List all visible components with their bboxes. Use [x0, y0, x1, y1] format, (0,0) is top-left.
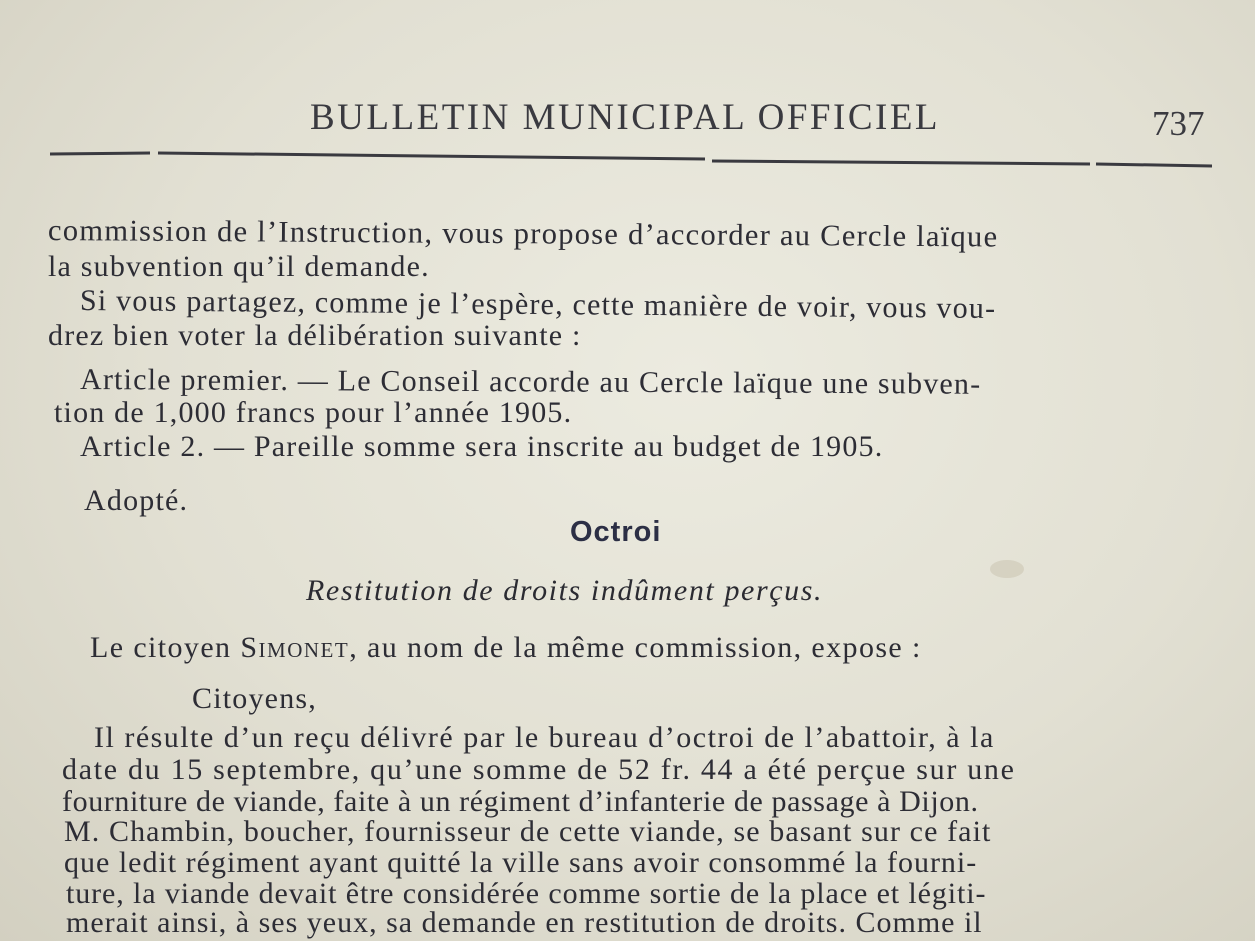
- text-line: Article premier. — Le Conseil accorde au Cercle laïque une subven-: [79, 363, 982, 401]
- text-line: drez bien voter la délibération suivante :: [48, 319, 582, 352]
- intro-text: Le citoyen: [90, 631, 232, 664]
- text-line: M. Chambin, boucher, fournisseur de cette viande, se basant sur ce fait: [64, 815, 992, 848]
- text-line: que ledit régiment ayant quitté la ville sans avoir consommé la fourni-: [64, 846, 978, 879]
- text-line: fourniture de viande, faite à un régiment d’infanterie de passage à Dijon.: [62, 785, 979, 818]
- text-line: Il résulte d’un reçu délivré par le bureau d’octroi de l’abattoir, à la: [94, 721, 995, 754]
- section-title: Octroi: [570, 516, 662, 548]
- text-line: commission de l’Instruction, vous propose d’accorder au Cercle laïque: [47, 214, 999, 254]
- paper-stain: [990, 560, 1024, 578]
- text-line: merait ainsi, à ses yeux, sa demande en restitution de droits. Comme il: [66, 906, 983, 939]
- bulletin-header-title: BULLETIN MUNICIPAL OFFICIEL: [310, 97, 941, 138]
- page-number: 737: [1152, 104, 1205, 143]
- text-line: date du 15 septembre, qu’une somme de 52 fr. 44 a été perçue sur une: [62, 753, 1016, 786]
- text-line: tion de 1,000 francs pour l’année 1905.: [54, 396, 573, 429]
- text-line: Citoyens,: [192, 682, 317, 715]
- section-subtitle: Restitution de droits indûment perçus.: [306, 574, 824, 607]
- text-line: [90, 631, 922, 665]
- text-line: Article 2. — Pareille somme sera inscrite au budget de 1905.: [80, 430, 884, 463]
- text-line: Si vous partagez, comme je l’espère, cette manière de voir, vous vou-: [79, 284, 997, 325]
- intro-text: , au nom de la même commission, expose :: [349, 631, 922, 664]
- speaker-name: Simonet: [240, 631, 350, 664]
- header-rule: [50, 150, 1212, 170]
- text-line: Adopté.: [84, 484, 189, 517]
- text-line: ture, la viande devait être considérée comme sortie de la place et légiti-: [66, 877, 987, 910]
- text-line: la subvention qu’il demande.: [48, 250, 430, 283]
